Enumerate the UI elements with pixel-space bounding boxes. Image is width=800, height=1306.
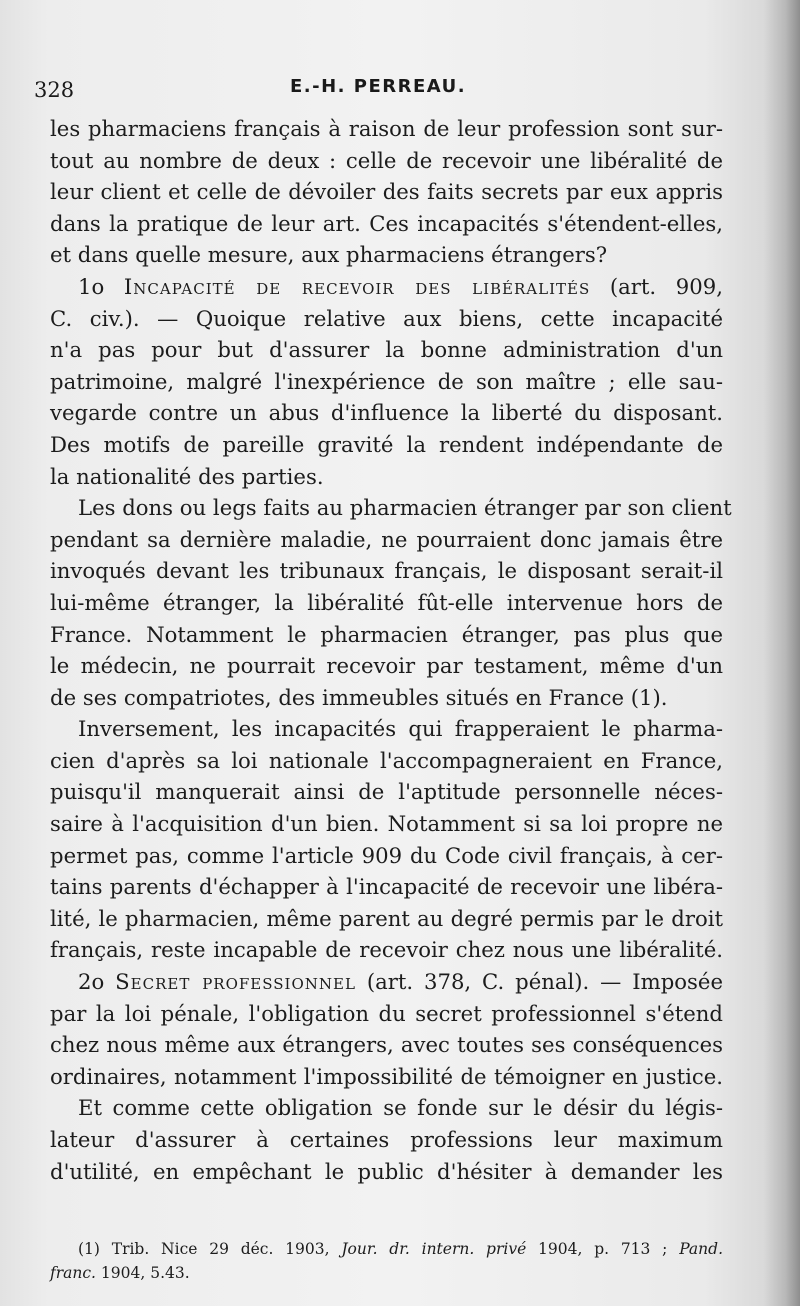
page-header: [34, 70, 734, 110]
text-line: Et comme cette obligation se fonde sur le désir du légis-: [78, 1095, 723, 1121]
text-line: ordinaires, notamment l'impossibilité de témoigner en justice.: [50, 1063, 723, 1089]
text-line: invoqués devant les tribunaux français, le disposant serait-il: [50, 558, 723, 584]
section-heading-line: [50, 966, 723, 998]
footnote-journal: Pand.: [679, 1240, 723, 1258]
section-number: 1o: [78, 273, 105, 299]
footnote-journal: franc.: [50, 1264, 96, 1282]
footnote-journal: Jour. dr. intern. privé: [341, 1240, 527, 1258]
text-line: la nationalité des parties.: [50, 463, 324, 489]
footnote-line: [50, 1237, 723, 1261]
text-line: lité, le pharmacien, même parent au degré permis par le droit: [50, 905, 723, 931]
text-line: dans la pratique de leur art. Ces incapacités s'étendent-elles,: [50, 210, 723, 236]
text-line: français, reste incapable de recevoir chez nous une libéralité.: [50, 937, 723, 963]
text-line: saire à l'acquisition d'un bien. Notamment si sa loi propre ne: [50, 811, 723, 837]
text-line: le médecin, ne pourrait recevoir par testament, même d'un: [50, 653, 723, 679]
text-line: de ses compatriotes, des immeubles situés en France (1).: [50, 684, 668, 710]
section-reference: (art. 378, C. pénal). — Imposée: [366, 969, 723, 995]
text-line: d'utilité, en empêchant le public d'hésiter à demander les: [50, 1158, 723, 1184]
section-heading-line: [50, 271, 723, 303]
text-line: les pharmaciens français à raison de leur profession sont sur-: [50, 116, 723, 141]
footnote-citation: 1904, 5.43.: [100, 1264, 190, 1282]
footnote-citation: 1904, p. 713 ;: [538, 1240, 668, 1258]
body-text: [50, 113, 732, 1187]
footnote-citation: (1) Trib. Nice 29 déc. 1903,: [78, 1240, 330, 1258]
page-edge-shadow: [764, 0, 800, 1306]
section-reference: (art. 909,: [609, 273, 723, 299]
text-line: Les dons ou legs faits au pharmacien étranger par son client: [78, 495, 732, 521]
text-line: vegarde contre un abus d'influence la liberté du disposant.: [50, 400, 723, 426]
running-head: E.-H. PERREAU.: [290, 76, 467, 97]
text-line: patrimoine, malgré l'inexpérience de son maître ; elle sau-: [50, 368, 723, 394]
section-number: 2o: [78, 969, 105, 995]
text-line: permet pas, comme l'article 909 du Code civil français, à cer-: [50, 842, 723, 868]
page-number: 328: [34, 78, 75, 102]
text-line: chez nous même aux étrangers, avec toutes ses conséquences: [50, 1032, 723, 1058]
text-line: par la loi pénale, l'obligation du secret professionnel s'étend: [50, 1000, 723, 1026]
text-line: lui-même étranger, la libéralité fût-elle intervenue hors de: [50, 589, 723, 615]
section-heading: Incapacité de recevoir des libéralités: [123, 273, 591, 299]
text-line: puisqu'il manquerait ainsi de l'aptitude personnelle néces-: [50, 779, 723, 805]
text-line: Des motifs de pareille gravité la rendent indépendante de: [50, 431, 723, 457]
footnote-line: [50, 1261, 723, 1285]
text-line: et dans quelle mesure, aux pharmaciens étrangers?: [50, 242, 608, 268]
text-line: n'a pas pour but d'assurer la bonne administration d'un: [50, 337, 723, 363]
text-line: lateur d'assurer à certaines professions leur maximum: [50, 1127, 723, 1152]
section-heading: Secret professionnel: [115, 969, 356, 995]
text-line: France. Notamment le pharmacien étranger, pas plus que: [50, 621, 723, 647]
text-line: tains parents d'échapper à l'incapacité de recevoir une libéra-: [50, 874, 723, 900]
text-line: pendant sa dernière maladie, ne pourraient donc jamais être: [50, 526, 723, 552]
text-line: leur client et celle de dévoiler des faits secrets par eux appris: [50, 179, 723, 205]
text-line: tout au nombre de deux : celle de recevoir une libéralité de: [50, 147, 723, 173]
text-line: C. civ.). — Quoique relative aux biens, cette incapacité: [50, 305, 723, 331]
text-line: Inversement, les incapacités qui frapperaient le pharma-: [78, 716, 723, 742]
text-line: cien d'après sa loi nationale l'accompagneraient en France,: [50, 747, 723, 773]
footnotes: [50, 1237, 723, 1285]
